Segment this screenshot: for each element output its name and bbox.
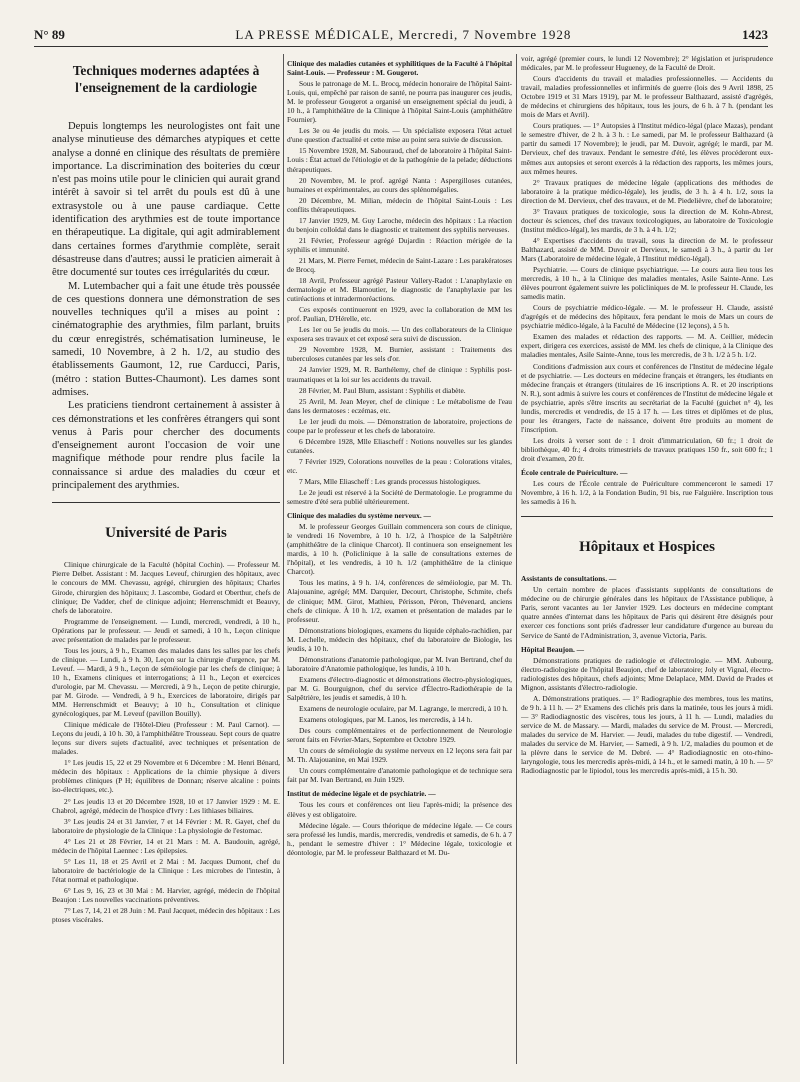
divider <box>521 516 773 517</box>
page-header <box>34 24 768 47</box>
subheading: École centrale de Puériculture. — <box>521 468 628 478</box>
section-title: Hôpitaux et Hospices <box>579 539 715 556</box>
column-2 <box>287 54 512 859</box>
paragraph: Des cours complémentaires et de perfectionnement de Neurologie seront faits en Février-Mars, Septembre et Octobre 1929. <box>287 726 512 745</box>
paragraph: Le 2e jeudi est réservé à la Société de Dermatologie. Le programme du semestre d'été sera publié ultérieurement. <box>287 488 512 507</box>
subheading: Assistants de consultations. — <box>521 574 617 584</box>
paragraph: Examens d'électro-diagnostic et démonstrations électro-physiologiques, par M. G. Bourguignon, chef du service d'Électro-Radiothérapie de la Salpêtrière, les jeudis et samedis, à 10 h. <box>287 674 512 702</box>
paragraph: Les 3e ou 4e jeudis du mois. — Un spécialiste exposera l'état actuel d'une question d'actualité et cette mise au point sera suivie de discussion. <box>287 126 512 145</box>
journal-title: LA PRESSE MÉDICALE, Mercredi, 7 Novembre 1928 <box>235 27 572 42</box>
paragraph: 18 Avril, Professeur agrégé Pasteur Vallery-Radot : L'anaphylaxie en dermatologie et M. Blamoutier, le diagnostic de l'anaphylaxie par les cutiréactions et intradermoréactions. <box>287 276 512 304</box>
paragraph: 7 Mars, Mlle Eliascheff : Les grands processus histologiques. <box>299 476 481 486</box>
paragraph: 24 Janvier 1929, M. R. Barthélemy, chef de clinique : Syphilis post-traumatiques et la loi sur les accidents du travail. <box>287 365 512 384</box>
column-1 <box>52 54 280 926</box>
paragraph: 15 Novembre 1928, M. Sabouraud, chef de laboratoire à l'hôpital Saint-Louis : État actuel de l'étiologie et de la pathogénie de la pelade; déductions thérapeutiques. <box>287 146 512 174</box>
paragraph: Le 1er jeudi du mois. — Démonstration de laboratoire, projections de coupe par le professeur et les chefs de laboratoire. <box>287 416 512 435</box>
paragraph: Cours d'accidents du travail et maladies professionnelles. — Accidents du travail, maladies professionnelles et infirmités de guerre (lois des 9 Avril 1898, 25 Octobre 1919 et 31 Mars 1919), par M. le professeur Balthazard, assisté d'agrégés, de médecins et chirurgiens des hôpitaux, tous les jours, de 6 h. à 7 h. (pendant les mois de Mars et Avril). <box>521 74 773 120</box>
paragraph: 21 Mars, M. Pierre Fernet, médecin de Saint-Lazare : Les parakératoses de Brocq. <box>287 255 512 274</box>
paragraph: 4° Expertises d'accidents du travail, sous la direction de M. le professeur Balthazard, assisté de MM. Duvoir et Dervieux, le samedi à 3 h., à partir du 1er Mars (Laboratoire de médecine légale, à l'Institut médico-légal). <box>521 235 773 263</box>
article-title: Techniques modernes adaptées à l'enseignement de la cardiologie <box>72 63 260 95</box>
subheading: Clinique des maladies du système nerveux. — <box>287 511 431 521</box>
paragraph: M. Lutembacher qui a fait une étude très poussée de ces questions donnera une démonstration de ses nouvelles techniques qu'il a mises au point : cinématographie des arythmies, film parlant, bruits du cœur enregistrés, schématisation lumineuse, le samedi, 10 Novembre, à 2 h. 1/2, au studio des établissements Gaumont, 12, rue Carducci, Paris, (métro : station Buttes-Chaumont). Les dames sont admises. <box>52 280 280 398</box>
paragraph: Démonstrations pratiques de radiologie et d'électrologie. — MM. Aubourg, électro-radiologiste de l'hôpital Beaujon, chef de laboratoire; Joly et Vignal, électro-radiologistes des hôpitaux, chefs adjoints; Mme Delaplace, MM. David de Prades et Mignon, assistants d'électro-radiologie. <box>521 655 773 692</box>
paragraph: Tous les matins, à 9 h. 1/4, conférences de séméiologie, par M. Th. Alajouanine, agrégé; MM. Darquier, Decourt, Christophe, Schmite, chefs de clinique; MM. Girot, Mathieu, Périsson, Péron, Thévenard, anciens chefs de clinique. À 10 h. 1/2, examen et présentation de malades par le professeur. <box>287 578 512 624</box>
paragraph: Tous les cours et conférences ont lieu l'après-midi; la présence des élèves y est obligatoire. <box>287 800 512 819</box>
paragraph: Les cours de l'École centrale de Puériculture commenceront le samedi 17 Novembre, à 16 h. 1/2, à la Fondation Budin, 91 bis, rue Falguière. Inscription tous les samedis à 16 h. <box>521 479 773 507</box>
paragraph: Conditions d'admission aux cours et conférences de l'Institut de médecine légale et de psychiatrie. — Les docteurs en médecine français et étrangers, les étudiants en médecine français et étrangers (titulaires de 16 inscriptions A. R. et 20 inscriptions N. R.), sont admis à suivre les cours et conférences de l'Institut de médecine légale et de psychiatrie, après s'être inscrits au secrétariat de la Faculté (guichet n° 4), les lundis, mercredis et vendredis, de 15 à 17 h. — Les titres et diplômes et de plus, pour les étrangers, l'acte de naissance, doivent être produits au moment de l'inscription. <box>521 361 773 434</box>
section-title: Université de Paris <box>105 525 227 542</box>
subheading: Clinique des maladies cutanées et syphilitiques de la Faculté à l'hôpital Saint-Louis. — Professeur : M. Gougerot. <box>287 59 512 78</box>
paragraph: Les droits à verser sont de : 1 droit d'immatriculation, 60 fr.; 1 droit de bibliothèque, 40 fr.; 4 droits trimestriels de travaux pratiques 150 fr., soit 600 fr.; 1 droit d'examen, 20 fr. <box>521 435 773 463</box>
article-body <box>52 120 280 280</box>
paragraph: 4° Les 21 et 28 Février, 14 et 21 Mars : M. A. Baudouin, agrégé, médecin de l'hôpital Laennec : Les épilepsies. <box>52 836 280 855</box>
paragraph: M. le professeur Georges Guillain commencera son cours de clinique, le vendredi 16 Novembre, à 10 h. 1/2, à l'hospice de la Salpêtrière (amphithéâtre de la clinique Charcot). Il continuera son enseignement les mardis, à 10 h. (Policlinique à la salle de consultations externes de l'hôpital), et les vendredis, à 10 h. 1/2 (amphithéâtre de la clinique Charcot). <box>287 522 512 577</box>
paragraph: Les 1er ou 5e jeudis du mois. — Un des collaborateurs de la Clinique exposera ses travaux et cet exposé sera suivi de discussion. <box>287 325 512 344</box>
paragraph: Sous le patronage de M. L. Brocq, médecin honoraire de l'hôpital Saint-Louis, qui, empêché par raison de santé, ne pourra pas inaugurer ces jeudis, M. le professeur Gougerot a organisé un enseignement spécial du jeudi, à 10 h., à l'amphithéâtre de la Clinique à l'hôpital Saint-Louis (amphithéâtre Fournier). <box>287 79 512 125</box>
paragraph: Les praticiens tiendront certainement à assister à ces démonstrations et les confrères étrangers qui sont venus à Paris pour chercher des documents d'enseignement auront l'occasion de voir une magnifique méthode pour rendre plus facile la connaissance si ardue des maladies du cœur et principalement des arythmies. <box>52 400 280 492</box>
subheading: Hôpital Beaujon. — <box>521 644 585 654</box>
paragraph: Un cours complémentaire d'anatomie pathologique et de technique sera fait par M. Ivan Bertrand, en Juin 1929. <box>287 766 512 785</box>
article-body <box>52 280 280 493</box>
paragraph: Psychiatrie. — Cours de clinique psychiatrique. — Le cours aura lieu tous les mercredis, à 10 h., à la Clinique des maladies mentales, Asile Sainte-Anne. Les élèves pourront également suivre les policliniques de M. le professeur H. Claude, les samedis matin. <box>521 265 773 302</box>
paragraph: Programme de l'enseignement. — Lundi, mercredi, vendredi, à 10 h., Opérations par le professeur. — Jeudi et samedi, à 10 h., Leçon clinique avec présentation de malades par le professeur. <box>52 616 280 644</box>
paragraph: 6 Décembre 1928, Mlle Eliascheff : Notions nouvelles sur les glandes cutanées. <box>287 436 512 455</box>
paragraph: 20 Novembre, M. le prof. agrégé Nanta : Aspergilloses cutanées, humaines et expérimentales, au cours des splénomégalies. <box>287 175 512 194</box>
paragraph: 17 Janvier 1929, M. Guy Laroche, médecin des hôpitaux : La réaction du benjoin colloïdal dans le diagnostic et traitement des syphilis nerveuses. <box>287 215 512 234</box>
paragraph: 28 Février, M. Paul Blum, assistant : Syphilis et diabète. <box>299 385 466 395</box>
paragraph: Examens otologiques, par M. Lanos, les mercredis, à 14 h. <box>299 715 473 725</box>
paragraph: Un cours de séméiologie du système nerveux en 12 leçons sera fait par M. Th. Alajouanine, en Mai 1929. <box>287 746 512 765</box>
paragraph: 20 Décembre, M. Milian, médecin de l'hôpital Saint-Louis : Les conflits thérapeutiques. <box>287 195 512 214</box>
folio: 1423 <box>742 27 768 42</box>
column-3 <box>521 54 773 777</box>
paragraph: Démonstrations d'anatomie pathologique, par M. Ivan Bertrand, chef du laboratoire d'Anatomie pathologique, les lundis, à 10 h. <box>287 654 512 673</box>
paragraph: A. Démonstrations pratiques. — 1° Radiographie des membres, tous les matins, de 9 h. à 11 h. — 2° Examens des clichés pris dans la matinée, tous les jours à midi. — 3° Radiodiagnostic des viscères, tous les jours, à 11 h. — Lundi, maladies du service de M. de Massary. — Mardi, malades du service de M. Proust. — Mercredi, malades du service de M. Harvier. — Jeudi, malades du tube digestif. — Vendredi, malades du service de M. Harvier, — Samedi, à 9 h. 1/2, maladies du poumon et de la plèvre dans le service de M. Debré. — 4° Radiodiagnostic en oto-rhino-laryngologie, tous les mercredis après-midi, à 14 h., et le samedi matin, à 10 h. — 5° Radiodiagnostic par le lipiodol, tous les mercredis après-midi, à 15 h. 30. <box>521 693 773 776</box>
paragraph: Examens de neurologie oculaire, par M. Lagrange, le mercredi, à 10 h. <box>299 704 508 714</box>
paragraph: 3° Les jeudis 24 et 31 Janvier, 7 et 14 Février : M. R. Gayet, chef du laboratoire de physiologie de la Clinique : La physiologie de l'estomac. <box>52 816 280 835</box>
paragraph: Ces exposés continueront en 1929, avec la collaboration de MM les prof. Paulian, D'Hérelle, etc. <box>287 305 512 324</box>
page-number: N° 89 <box>34 27 65 42</box>
paragraph: voir, agrégé (premier cours, le lundi 12 Novembre); 2° législation et jurisprudence médicales, par M. le professeur Hugueney, de la Faculté de Droit. <box>521 54 773 73</box>
paragraph: 2° Travaux pratiques de médecine légale (applications des méthodes de laboratoire à la pratique médico-légale), les jeudis, de 3 h. à 4 h. 1/2, sous la direction de M. Dervieux, chef des travaux, et de M. Piedelièvre, chef de laboratoire; <box>521 177 773 205</box>
paragraph: 21 Février, Professeur agrégé Dujardin : Réaction mérigée de la syphilis et immunité. <box>287 235 512 254</box>
column-rule <box>283 54 284 1064</box>
paragraph: 29 Novembre 1928, M. Burnier, assistant : Traitements des tuberculoses cutanées par les sels d'or. <box>287 345 512 364</box>
paragraph: 5° Les 11, 18 et 25 Avril et 2 Mai : M. Jacques Dumont, chef du laboratoire de bactériologie de la Clinique : Les microbes de l'intestin, à l'état normal et pathologique. <box>52 856 280 884</box>
paragraph: Démonstrations biologiques, examens du liquide céphalo-rachidien, par M. Lechelle, médecin des hôpitaux, chef du laboratoire de Biologie, les jeudis, à 10 h. <box>287 625 512 653</box>
paragraph: Depuis longtemps les neurologistes ont fait une analyse minutieuse des démarches atypiques et cette analyse a donné en clinique des résultats de première importance. La discrimination des boiteries du cœur n'est pas moins utile pour le clinicien qui aurait grand intérêt à savoir si tel arrêt du pouls est dû à une extrasystole ou à une pause cardiaque. Cette identification des arythmies est de toute importance en thérapeutique. La digitale, qui agit admirablement dans certaines formes d'arythmie complète, serait désastreuse dans d'autres; aussi le praticien aimerait à être documenté sur toutes ces irrégularités du cœur. <box>52 121 280 279</box>
column-rule <box>516 54 517 1064</box>
paragraph: 3° Travaux pratiques de toxicologie, sous la direction de M. Kohn-Abrest, docteur ès sciences, chef des travaux toxicologiques, au laboratoire de Toxicologie (Institut médico-légal), les mardis, de 3 h. à 4 h. 1/2; <box>521 206 773 234</box>
paragraph: Médecine légale. — Cours théorique de médecine légale. — Ce cours sera professé les lundis, mardis, mercredis, vendredis et samedis, de 6 h. à 7 h., pendant le semestre d'hiver : 1° Médecine légale, toxicologie et déontologie, par M. le professeur Balthazard et M. Du- <box>287 820 512 857</box>
paragraph: 6° Les 9, 16, 23 et 30 Mai : M. Harvier, agrégé, médecin de l'hôpital Beaujon : Les nouvelles vaccinations préventives. <box>52 885 280 904</box>
paragraph: Clinique médicale de l'Hôtel-Dieu (Professeur : M. Paul Carnot). — Leçons du jeudi, à 10 h. 30, à l'amphithéâtre Trousseau. Sept cours de quatre leçons sur divers sujets d'actualité, avec techniques et présentation de malades. <box>52 720 280 757</box>
paragraph: Cours pratiques. — 1° Autopsies à l'Institut médico-légal (place Mazas), pendant le semestre d'hiver, de 2 h. à 3 h. : Le samedi, par M. le professeur Balthazard (à partir du samedi 17 Novembre); le jeudi, par M. Duvoir, agrégé; le mardi, par M. Dervieux, chef des travaux. Pendant le semestre d'été, les élèves procéderont eux-mêmes aux autopsies et seront exercés à la rédaction des rapports, les mêmes jours, aux mêmes heures. <box>521 121 773 176</box>
paragraph: 2° Les jeudis 13 et 20 Décembre 1928, 10 et 17 Janvier 1929 : M. E. Chabrol, agrégé, médecin de l'hospice d'Ivry : Les lithiases biliaires. <box>52 796 280 815</box>
paragraph: Clinique chirurgicale de la Faculté (hôpital Cochin). — Professeur M. Pierre Delbet. Assistant : M. Jacques Leveuf, chirurgien des hôpitaux, avec le concours de MM. Chevassu, agrégé, chirurgien des hôpitaux; Charles Girode, chirurgien des hôpitaux; J. Lascombe, Godard et Oberthur, chefs de clinique; De Vadder, chef de clinique adjoint; Herrenschmidt et Beauvy, chefs de laboratoire. <box>52 560 280 615</box>
paragraph: 1° Les jeudis 15, 22 et 29 Novembre et 6 Décembre : M. Henri Bénard, médecin des hôpitaux : Applications de la chimie physique à divers problèmes cliniques (P H; équilibres de Donnan; réserve alcaline : points iso-électriques, etc.). <box>52 758 280 795</box>
paragraph: 7 Février 1929, Colorations nouvelles de la peau : Colorations vitales, etc. <box>287 456 512 475</box>
paragraph: Tous les jours, à 9 h., Examen des malades dans les salles par les chefs de clinique. — Lundi, à 9 h. 30, Leçon sur la chirurgie d'urgence, par M. Leveuf. — Mardi, à 9 h., Leçon de séméiologie par les chefs de clinique; à 10 h., Examens cliniques et interrogations; à 11 h., Leçon et exercices d'urologie, par M. Chevassu. — Mercredi, à 9 h., Leçon de petite chirurgie, par M. Girode. — Vendredi, à 9 h., Exercices de laboratoire, dirigés par MM. Herrenschmidt et Beauvy; à 10 h., Consultation et clinique gynécologiques, par M. Leveuf (pavillon Bouilly). <box>52 645 280 719</box>
paragraph: Un certain nombre de places d'assistants suppléants de consultations de médecine ou de chirurgie générales dans les hôpitaux de l'Assistance publique, à Paris, seront vacantes au 1er Janvier 1929. Les docteurs en médecine comptant quatre années d'internat dans les hôpitaux de Paris qui désirent être désignés pour exercer ces fonctions sont priés d'adresser leur candidature d'urgence au bureau du Service de Santé de l'Administration, 3, avenue Victoria, Paris. <box>521 585 773 640</box>
paragraph: 25 Avril, M. Jean Meyer, chef de clinique : Le métabolisme de l'eau dans les dermatoses : eczémas, etc. <box>287 396 512 415</box>
paragraph: 7° Les 7, 14, 21 et 28 Juin : M. Paul Jacquet, médecin des hôpitaux : Les ptoses viscérales. <box>52 906 280 925</box>
divider <box>52 502 280 503</box>
subheading: Institut de médecine légale et de psychiatrie. — <box>287 789 436 799</box>
paragraph: Cours de psychiatrie médico-légale. — M. le professeur H. Claude, assisté d'agrégés et de médecins des hôpitaux, fera pendant le mois de Mars un cours de psychiatrie médico-légale, à la Faculté de Médecine (12 leçons), à 5 h. <box>521 303 773 331</box>
paragraph: Examen des malades et rédaction des rapports. — M. A. Ceillier, médecin expert, dirigera ces exercices, assisté de MM. les chefs de clinique, à la Clinique des maladies mentales, Asile Sainte-Anne, tous les mercredis, de 3 h. 1/2 à 5 h. 1/2. <box>521 332 773 360</box>
